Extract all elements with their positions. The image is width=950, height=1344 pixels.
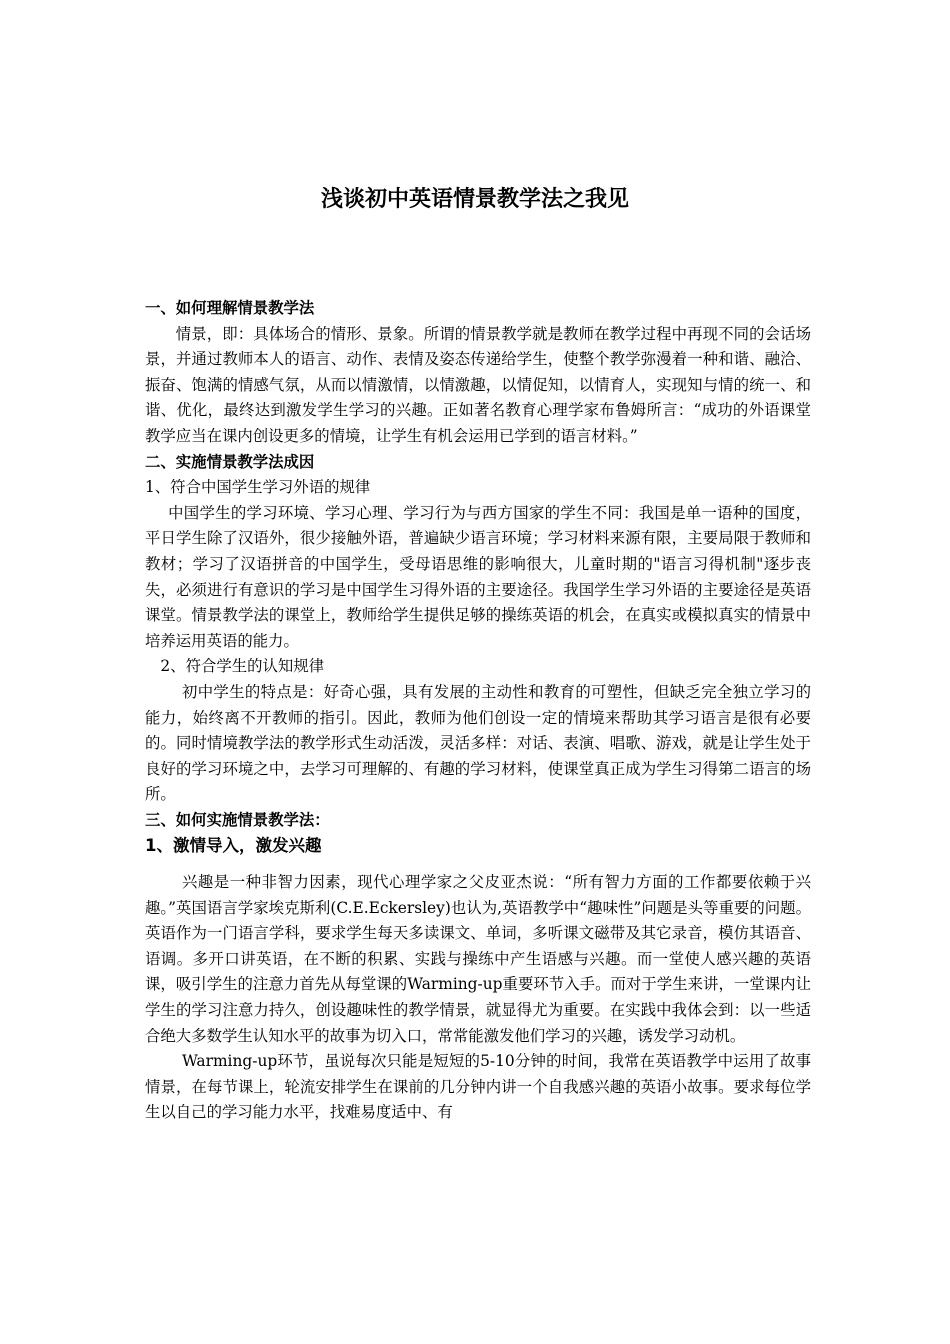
- section-3-sub-1-paragraph-2: Warming-up环节，虽说每次只能是短短的5-10分钟的时间，我常在英语教学中运用了故事情景，在每节课上，轮流安排学生在课前的几分钟内讲一个自我感兴趣的英语小故事。要求每位学生以自己的学习能力水平，找难易度适中、有: [145, 1052, 811, 1122]
- document-title: 浅谈初中英语情景教学法之我见: [320, 187, 629, 212]
- section-2-sub-2-paragraph: 初中学生的特点是：好奇心强，具有发展的主动性和教育的可塑性，但缺乏完全独立学习的能力，始终离不开教师的指引。因此，教师为他们创设一定的情境来帮助其学习语言是很有必要的。同时情境教学法的教学形式生动活泼，灵活多样：对话、表演、唱歌、游戏，就是让学生处于良好的学习环境之中，去学习可理解的、有趣的学习材料，使课堂真正成为学生习得第二语言的场所。: [145, 682, 811, 804]
- section-2-heading: 二、实施情景教学法成因: [145, 452, 315, 471]
- section-3-sub-1-paragraph-1: 兴趣是一种非智力因素，现代心理学家之父皮亚杰说：“所有智力方面的工作都要依赖于兴趣。”英国语言学家埃克斯利(C.E.Eckersley)也认为,英语教学中“趣味性”问题是头等重要的问题。英语作为一门语言学科，要求学生每天多读课文、单词，多听课文磁带及其它录音，模仿其语音、语调。多开口讲英语，在不断的积累、实践与操练中产生语感与兴趣。而一堂使人感兴趣的英语课，吸引学生的注意力首先从每堂课的Warming-up重要环节入手。而对于学生来讲，一堂课内让学生的学习注意力持久，创设趣味性的教学情景，就显得尤为重要。在实践中我体会到：以一些适合绝大多数学生认知水平的故事为切入口，常常能激发他们学习的兴趣，诱发学习动机。: [145, 873, 811, 1045]
- section-3-sub-1-heading: 1、激情导入，激发兴趣: [145, 836, 322, 856]
- section-2-sub-2-heading: 2、符合学生的认知规律: [160, 657, 325, 676]
- section-1-paragraph: 情景，即：具体场合的情形、景象。所谓的情景教学就是教师在教学过程中再现不同的会话场景，并通过教师本人的语言、动作、表情及姿态传递给学生，使整个教学弥漫着一种和谐、融洽、振奋、饱满的情感气氛，从而以情激情，以情激趣，以情促知，以情育人，实现知与情的统一、和谐、优化，最终达到激发学生学习的兴趣。正如著名教育心理学家布鲁姆所言：“成功的外语课堂教学应当在课内创设更多的情境，让学生有机会运用已学到的语言材料。”: [145, 324, 811, 445]
- section-2-sub-1-paragraph: 中国学生的学习环境、学习心理、学习行为与西方国家的学生不同：我国是单一语种的国度，平日学生除了汉语外，很少接触外语，普遍缺少语言环境；学习材料来源有限，主要局限于教师和教材；学习了汉语拼音的中国学生，受母语思维的影响很大，儿童时期的"语言习得机制"逐步丧失，必须进行有意识的学习是中国学生习得外语的主要途径。我国学生学习外语的主要途径是英语课堂。情景教学法的课堂上，教师给学生提供足够的操练英语的机会，在真实或模拟真实的情景中培养运用英语的能力。: [145, 503, 811, 650]
- section-1-heading: 一、如何理解情景教学法: [145, 299, 315, 317]
- section-3-heading: 三、如何实施情景教学法：: [145, 810, 330, 829]
- section-2-sub-1-heading: 1、符合中国学生学习外语的规律: [145, 478, 371, 497]
- document-body: [145, 296, 811, 1126]
